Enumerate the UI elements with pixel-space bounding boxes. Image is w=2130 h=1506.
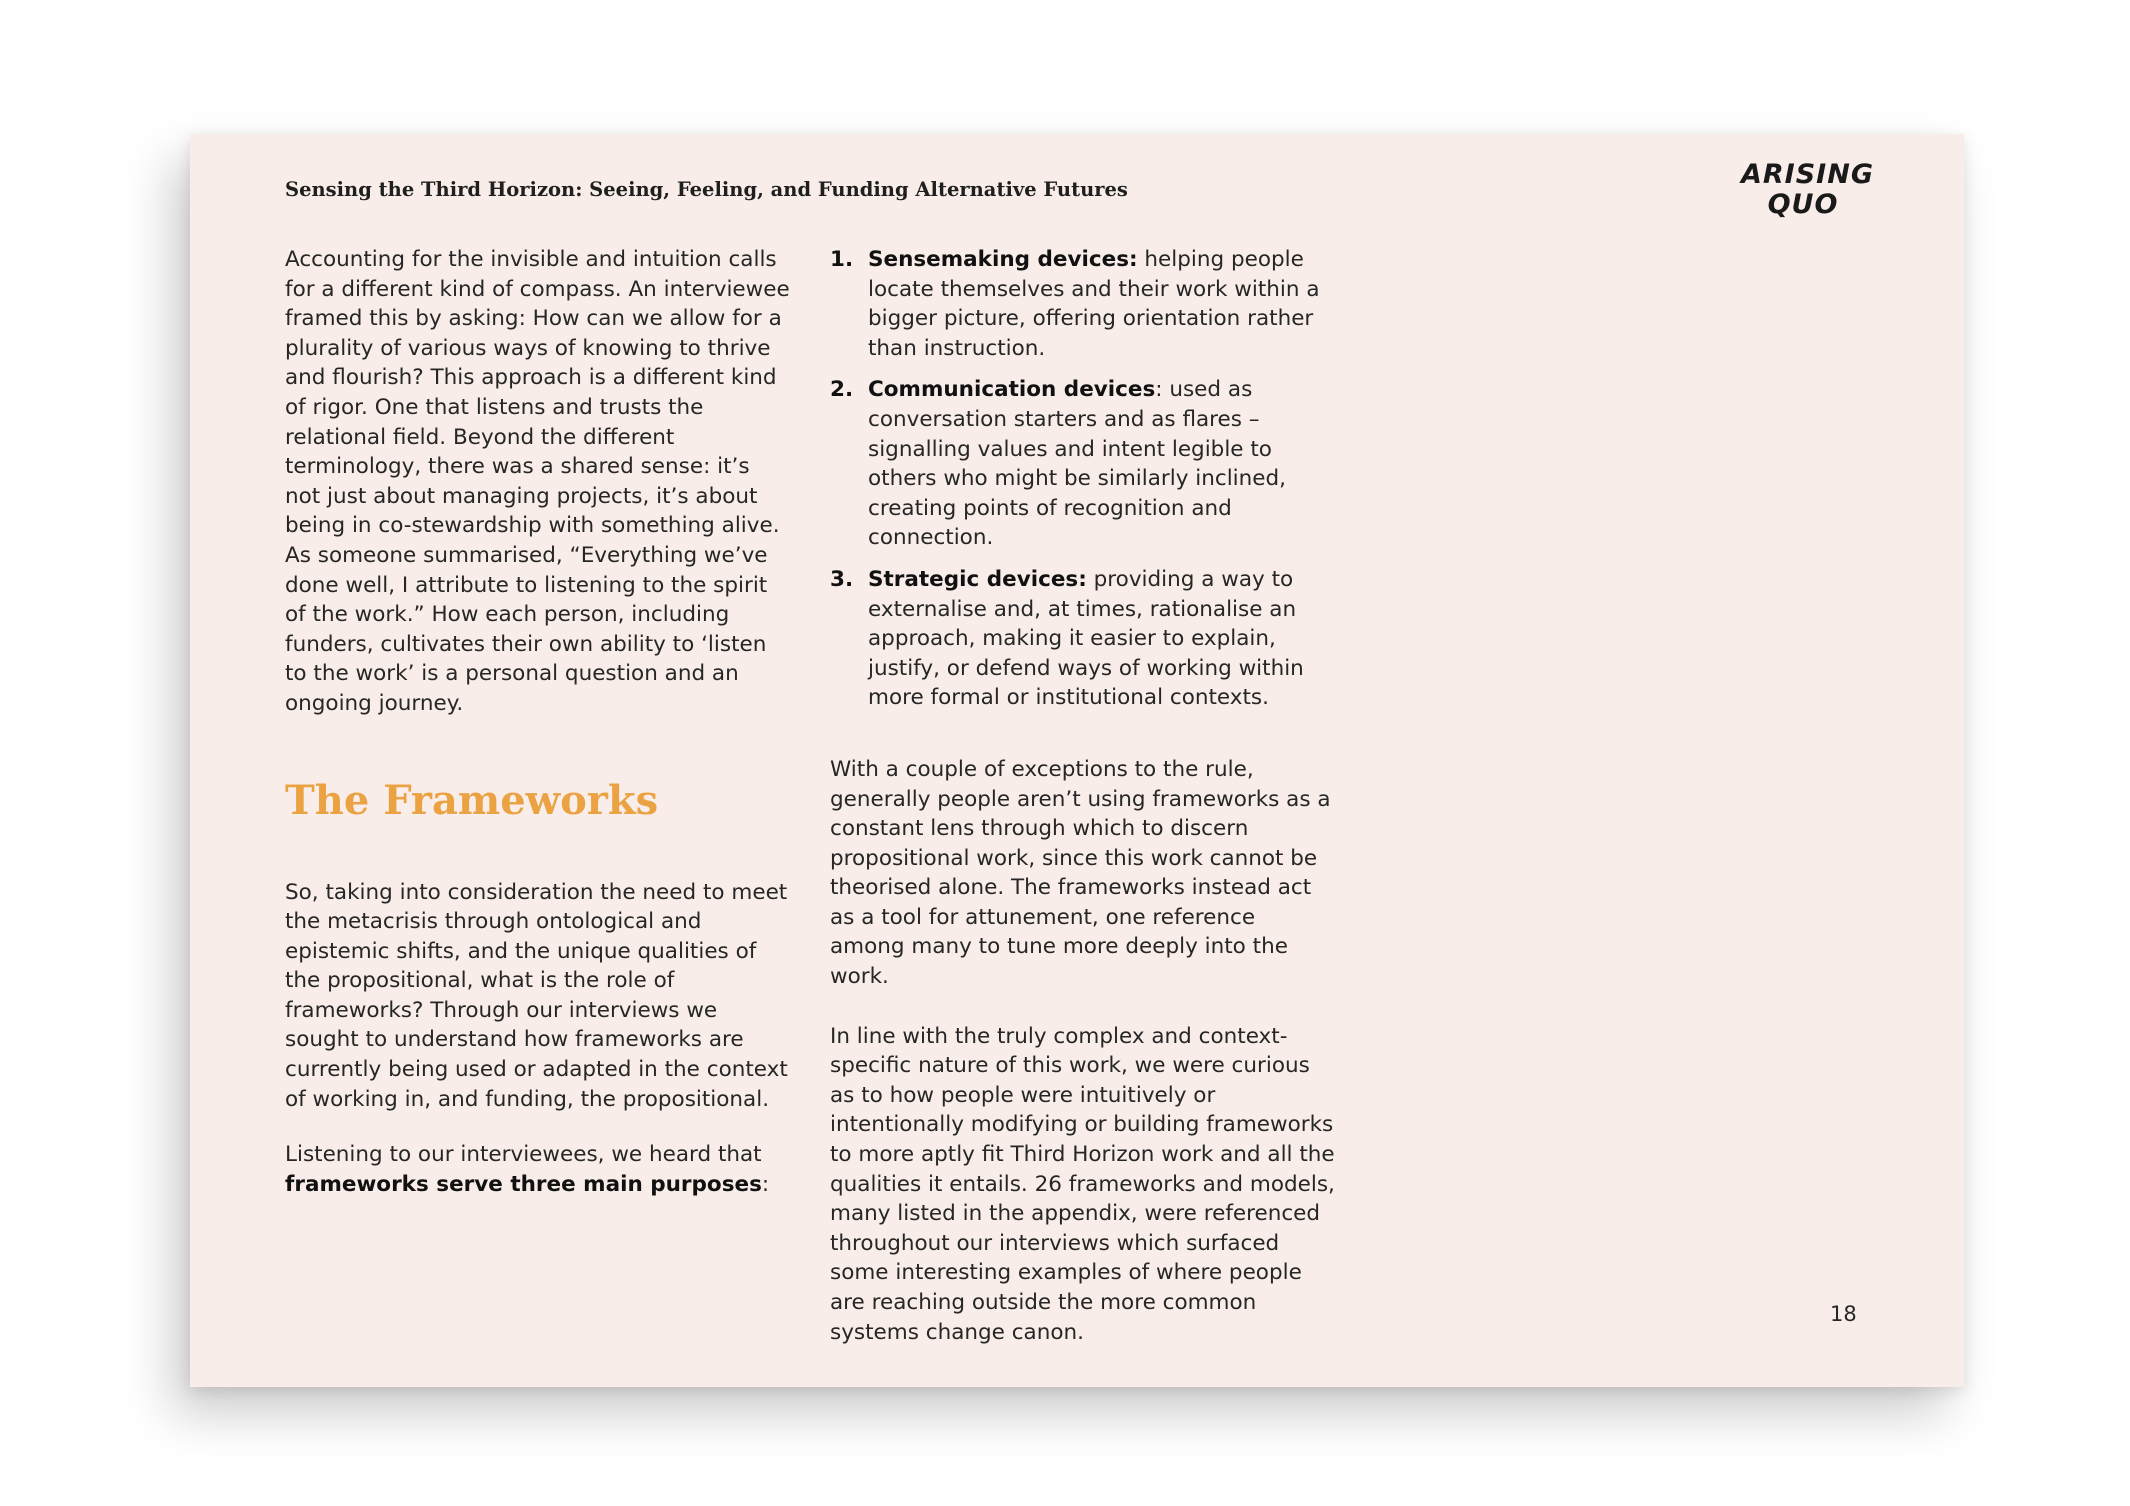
- exceptions-paragraph: With a couple of exceptions to the rule, generally people aren’t using frameworks as a constant lens through which to discern propositional work, since this work cannot be theorised alone. The frameworks instead act as a tool for attunement, one reference among many to tune more deeply into the work.: [830, 756, 1331, 990]
- purpose-description: helping people locate themselves and their work within a bigger picture, offering orientation rather than instruction.: [868, 247, 1320, 361]
- purpose-number: 2.: [830, 377, 854, 403]
- purpose-item: [830, 565, 1335, 713]
- arising-quo-logo: [1741, 159, 1874, 220]
- purpose-text: [868, 375, 1335, 553]
- purpose-description: : used as conversation starters and as flares – signalling values and intent legible to others who might be similarly inclined, creating points of recognition and connection.: [868, 377, 1286, 551]
- context-specific-paragraph: In line with the truly complex and context-specific nature of this work, we were curious as to how people were intuitively or intentionally modifying or building frameworks to more aptly fit Third Horizon work and all the qualities it entails. 26 frameworks and models, many listed in the appendix, were referenced throughout our interviews which surfaced some interesting examples of where people are reaching outside the more common systems change canon.: [830, 1023, 1335, 1345]
- listening-paragraph: [285, 1140, 790, 1199]
- document-page: [190, 134, 1964, 1387]
- listening-text: Listening to our interviewees, we heard that: [285, 1142, 762, 1168]
- purpose-item: [830, 375, 1335, 553]
- purpose-number: 1.: [830, 247, 854, 272]
- intro-paragraph: Accounting for the invisible and intuition calls for a different kind of compass. An interviewee framed this by asking: How can we allow for a plurality of various ways of knowing to thrive and flourish? This approach is a different kind of rigor. One that listens and trusts the relational field. Beyond the different terminology, there was a shared sense: it’s not just about managing projects, it’s about being in co-stewardship with something alive. As someone summarised, “Everything we’ve done well, I attribute to listening to the spirit of the work.” How each person, including funders, cultivates their own ability to ‘listen to the work’ is a personal question and an ongoing journey.: [285, 247, 790, 716]
- purpose-number: 3.: [830, 566, 854, 592]
- listening-end: :: [761, 1171, 770, 1197]
- purpose-term: Strategic devices:: [868, 566, 1087, 592]
- purpose-text: [868, 565, 1335, 713]
- purpose-text: [868, 245, 1335, 363]
- purpose-term: Sensemaking devices:: [868, 247, 1138, 272]
- right-column: [830, 245, 1335, 1347]
- frameworks-paragraph: So, taking into consideration the need to meet the metacrisis through ontological and epistemic shifts, and the unique qualities of the propositional, what is the role of frameworks? Through our interviews we sought to understand how frameworks are currently being used or adapted in the context of working in, and funding, the propositional.: [285, 879, 788, 1112]
- left-column: [285, 245, 790, 1199]
- running-header-title: Sensing the Third Horizon: Seeing, Feeling, and Funding Alternative Futures: [285, 178, 1128, 201]
- logo-line-1: ARISING: [1741, 159, 1874, 190]
- section-heading: The Frameworks: [285, 776, 659, 824]
- listening-bold-text: frameworks serve three main purposes: [285, 1171, 762, 1197]
- purposes-list: [830, 245, 1335, 713]
- page-number: 18: [1830, 1302, 1857, 1326]
- purpose-term: Communication devices: [868, 377, 1156, 403]
- purpose-item: [830, 245, 1335, 363]
- purpose-description: providing a way to externalise and, at times, rationalise an approach, making it easier to explain, justify, or defend ways of working within more formal or institutional contexts.: [868, 566, 1304, 711]
- logo-line-2: QUO: [1767, 189, 1839, 220]
